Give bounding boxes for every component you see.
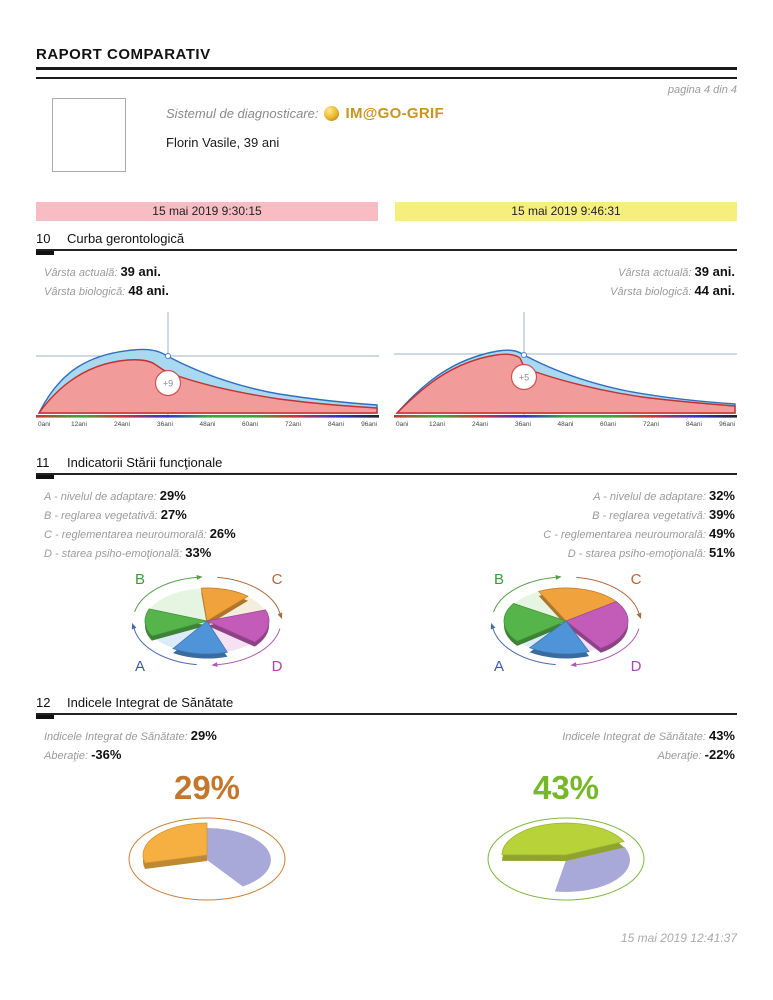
- functional-indicators-right: A - nivelul de adaptare: 32% B - reglarea vegetativă: 39% C - reglementarea neuroumorală: 49% D - starea psiho-emoţională: 51%: [543, 488, 735, 560]
- functional-pie-right: [479, 569, 654, 673]
- indicator-value: 33%: [185, 545, 212, 560]
- health-big-left: 29%: [173, 769, 241, 806]
- pie-label-b: B: [134, 571, 145, 588]
- age-gap-marker: +9: [162, 378, 174, 389]
- section-rule: [36, 473, 737, 475]
- health-values: [36, 727, 737, 765]
- health-pie-left: [120, 815, 295, 907]
- identity-block: [52, 98, 737, 172]
- aberration-label: Aberaţie:: [657, 750, 702, 762]
- pie-wedge-secondary: [207, 828, 271, 887]
- age-actual-value: 39 ani.: [120, 264, 161, 279]
- pie-arrowhead: [211, 662, 217, 667]
- pie-label-c: C: [630, 571, 641, 588]
- pie-label-d: D: [271, 658, 282, 673]
- pie-arrowhead: [277, 612, 282, 618]
- section-health: [36, 695, 737, 715]
- session-left-timestamp: 15 mai 2019 9:30:15: [36, 202, 378, 221]
- svg-text:84ani: 84ani: [328, 421, 344, 428]
- functional-pie-left: [120, 569, 295, 673]
- indicator-value: 39%: [708, 507, 735, 522]
- health-index-label: Indicele Integrat de Sănătate:: [44, 731, 188, 743]
- age-gap-marker: +5: [518, 372, 530, 383]
- section-title: Indicele Integrat de Sănătate: [67, 695, 234, 710]
- functional-indicators: [36, 487, 737, 563]
- svg-text:0ani: 0ani: [396, 421, 409, 428]
- svg-text:96ani: 96ani: [719, 421, 735, 428]
- svg-text:72ani: 72ani: [285, 421, 301, 428]
- section-number: 11: [36, 455, 50, 470]
- patient-name: Florin Vasile, 39 ani: [166, 135, 280, 150]
- indicator-value: 32%: [708, 488, 735, 503]
- aberration-value: -36%: [91, 747, 122, 762]
- system-label: Sistemul de diagnosticare:: [166, 106, 319, 121]
- health-index-value: 29%: [190, 728, 217, 743]
- svg-text:36ani: 36ani: [157, 421, 173, 428]
- svg-text:24ani: 24ani: [472, 421, 488, 428]
- age-biological-label: Vârsta biologică:: [44, 286, 126, 298]
- age-values-right: [395, 263, 737, 301]
- svg-text:12ani: 12ani: [429, 421, 445, 428]
- aberration-value: -22%: [704, 747, 735, 762]
- section-rule: [36, 249, 737, 251]
- logo-placeholder: [52, 98, 126, 172]
- health-values-left: [36, 727, 378, 765]
- health-index-value: 43%: [708, 728, 735, 743]
- health-pie-right: [479, 815, 654, 907]
- pie-arrowhead: [636, 612, 641, 618]
- section-number: 10: [36, 231, 51, 246]
- age-values: [36, 263, 737, 301]
- actual-age-curve: [397, 354, 735, 413]
- section-number: 12: [36, 695, 51, 710]
- session-timestamps: [36, 202, 737, 221]
- gerontology-chart-right: [394, 309, 737, 429]
- page-title: RAPORT COMPARATIV: [36, 46, 211, 63]
- pie-label-b: B: [493, 571, 504, 588]
- svg-text:60ani: 60ani: [600, 421, 616, 428]
- page-indicator: pagina 4 din 4: [667, 84, 737, 96]
- system-name: IM@GO-GRIF: [345, 105, 444, 122]
- svg-text:0ani: 0ani: [38, 421, 51, 428]
- pie-label-d: D: [630, 658, 641, 673]
- age-actual-label: Vârsta actuală:: [44, 267, 118, 279]
- gold-sphere-icon: [324, 106, 339, 121]
- identity-text: [166, 98, 444, 172]
- svg-text:72ani: 72ani: [643, 421, 659, 428]
- health-big-right: 43%: [532, 769, 600, 806]
- age-actual-label: Vârsta actuală:: [618, 267, 692, 279]
- svg-text:48ani: 48ani: [557, 421, 574, 428]
- svg-text:84ani: 84ani: [686, 421, 702, 428]
- health-index-label: Indicele Integrat de Sănătate:: [562, 731, 706, 743]
- svg-text:60ani: 60ani: [242, 421, 258, 428]
- age-biological-label: Vârsta biologică:: [610, 286, 692, 298]
- health-values-right: [395, 727, 737, 765]
- session-right-timestamp: 15 mai 2019 9:46:31: [395, 202, 737, 221]
- footer-timestamp: 15 mai 2019 12:41:37: [620, 931, 737, 945]
- svg-text:48ani: 48ani: [199, 421, 216, 428]
- pie-label-a: A: [134, 658, 145, 673]
- pie-arrowhead: [131, 623, 136, 629]
- age-actual-value: 39 ani.: [694, 264, 735, 279]
- svg-text:12ani: 12ani: [71, 421, 87, 428]
- section-rule: [36, 713, 737, 715]
- age-biological-value: 48 ani.: [128, 283, 169, 298]
- health-pies: [36, 815, 737, 907]
- section-functional: [36, 455, 737, 475]
- system-row: [166, 105, 444, 122]
- pie-arrowhead: [490, 623, 495, 629]
- indicator-value: 29%: [159, 488, 186, 503]
- functional-pies: [36, 569, 737, 673]
- pie-arrowhead: [555, 575, 561, 580]
- pie-label-c: C: [271, 571, 282, 588]
- age-values-left: [36, 263, 378, 301]
- section-gerontology: [36, 231, 737, 251]
- section-title: Curba gerontologică: [67, 231, 185, 246]
- gerontology-charts: [36, 309, 737, 429]
- svg-text:96ani: 96ani: [361, 421, 377, 428]
- aberration-label: Aberaţie:: [44, 750, 89, 762]
- age-biological-value: 44 ani.: [694, 283, 735, 298]
- indicator-value: 51%: [708, 545, 735, 560]
- section-title: Indicatorii Stării funcţionale: [67, 455, 223, 470]
- pie-label-a: A: [493, 658, 504, 673]
- title-rule: [36, 67, 737, 79]
- health-big-values: [36, 769, 737, 807]
- indicator-value: 26%: [209, 526, 236, 541]
- indicator-value: 49%: [708, 526, 735, 541]
- svg-text:24ani: 24ani: [114, 421, 130, 428]
- functional-indicators-left: A - nivelul de adaptare: 29% B - reglarea vegetativă: 27% C - reglementarea neuroumorală: 26% D - starea psiho-emoţională: 33%: [44, 488, 236, 560]
- pie-arrowhead: [196, 575, 202, 580]
- indicator-value: 27%: [160, 507, 187, 522]
- svg-text:36ani: 36ani: [515, 421, 531, 428]
- pie-arrowhead: [570, 662, 576, 667]
- gerontology-chart-left: [36, 309, 379, 429]
